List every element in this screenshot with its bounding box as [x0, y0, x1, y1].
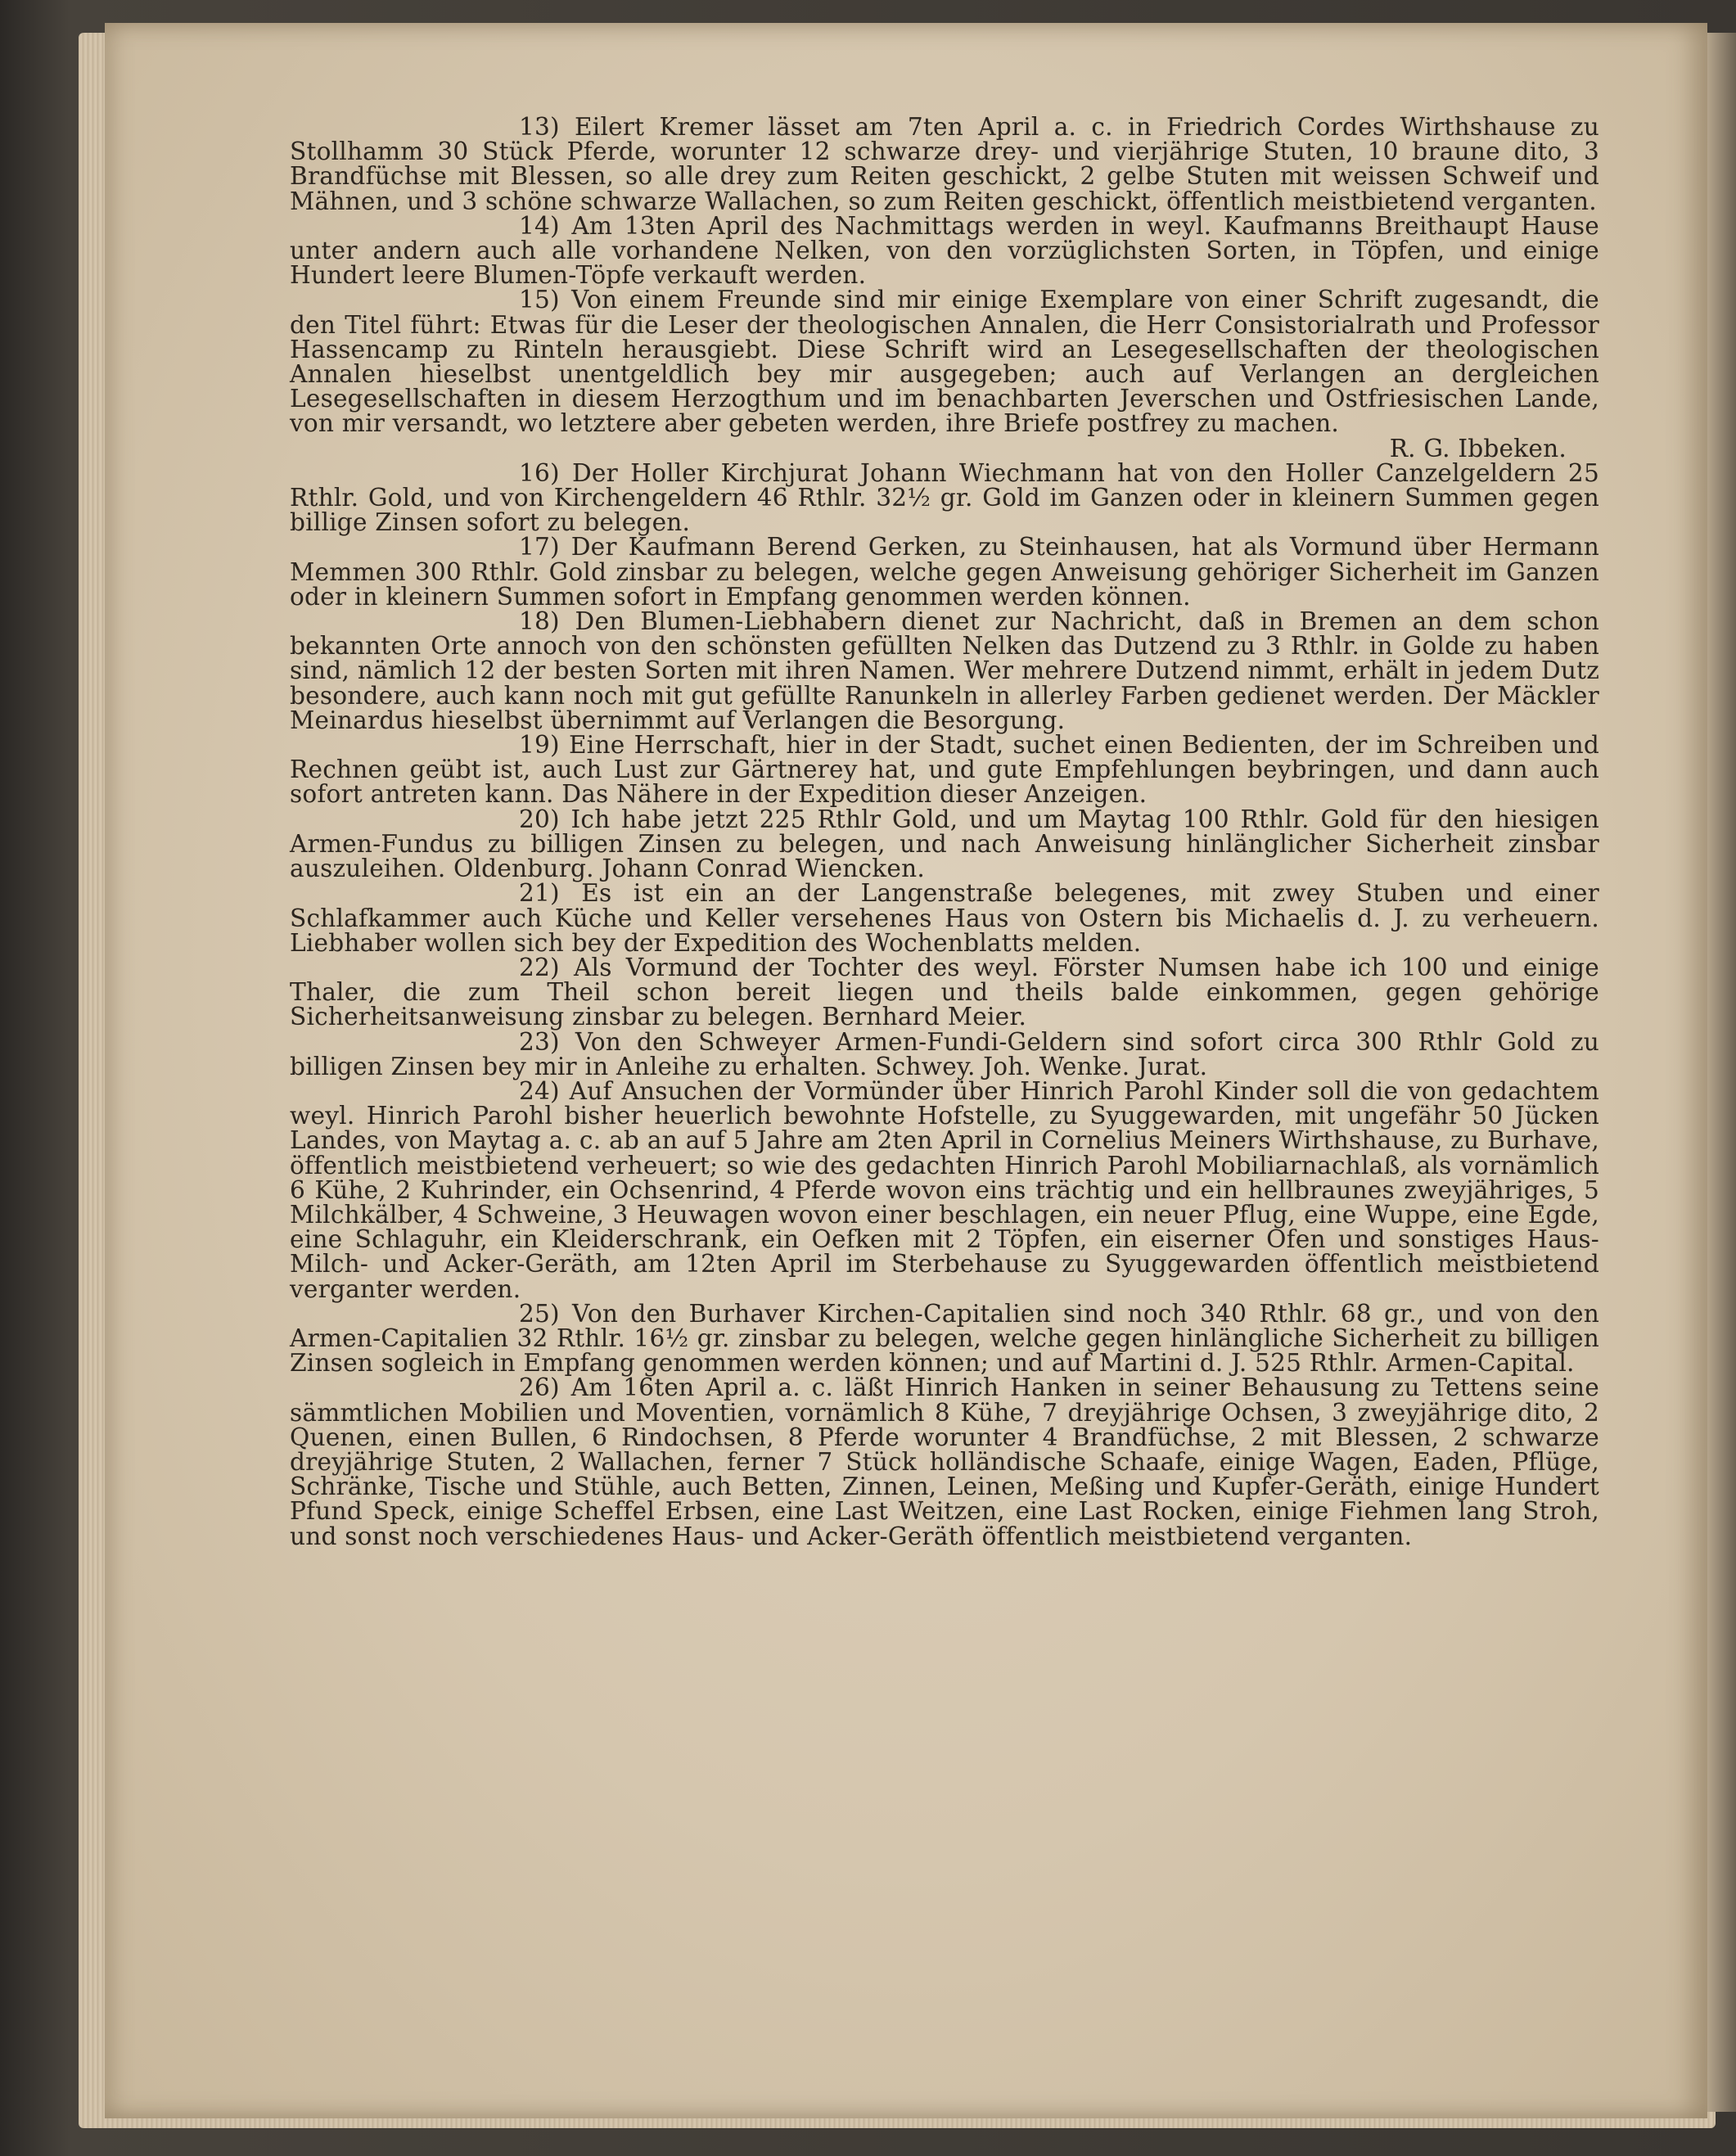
notice-23-place: Schwey.: [875, 1052, 976, 1080]
signature-15: R. G. Ibbeken.: [1389, 434, 1567, 462]
notice-15: 15) Von einem Freunde sind mir einige Exemplare von einer Schrift zugesandt, die den Titel führt: Etwas für die Leser der theologischen Annalen, die Herr Consistorialrath und Professor Hassencamp zu Rinteln herausgiebt. Diese Schrift wird an Lesegesellschaften der theologischen Annalen hieselbst unentgeldlich bey mir ausgegeben; auch auf Verlangen an dergleichen Lesegesellschaften in diesem Herzogthum und im benachbarten Jeverschen und Ostfriesischen Lande, von mir versandt, wo letztere aber gebeten werden, ihre Briefe postfrey zu machen.: [290, 286, 1599, 438]
notice-23: [290, 1027, 1599, 1080]
notice-24: 24) Auf Ansuchen der Vormünder über Hinrich Parohl Kinder soll die von gedachtem weyl. Hinrich Parohl bisher heuerlich bewohnte Hofstelle, zu Syuggewarden, mit ungefähr 50 Jücken Landes, von Maytag a. c. ab an auf 5 Jahre am 2ten April in Cornelius Meiners Wirthshause, zu Burhave, öffentlich meistbietend verheuert; so wie des gedachten Hinrich Parohl Mobiliarnachlaß, als vornämlich 6 Kühe, 2 Kuhrinder, ein Ochsenrind, 4 Pferde wovon eins trächtig und ein hellbraunes zweyjähriges, 5 Milchkälber, 4 Schweine, 3 Heuwagen wovon einer beschlagen, ein neuer Pflug, eine Wuppe, eine Egde, eine Schlaguhr, ein Kleiderschrank, ein Oefken mit 2 Töpfen, ein eiserner Ofen und sonstiges Haus- Milch- und Acker-Geräth, am 12ten April im Sterbehause zu Syuggewarden öffentlich meistbietend verganter werden.: [290, 1076, 1599, 1303]
notice-22: [290, 955, 1599, 1030]
notice-20: [290, 807, 1599, 882]
notice-13: 13) Eilert Kremer lässet am 7ten April a. c. in Friedrich Cordes Wirthshause zu Stollhamm 30 Stück Pferde, worunter 12 schwarze drey- und vierjährige Stuten, 10 braune dito, 3 Brandfüchse mit Blessen, so alle drey zum Reiten geschickt, 2 gelbe Stuten mit weissen Schweif und Mähnen, und 3 schöne schwarze Wallachen, so zum Reiten geschickt, öffentlich meistbietend verganten.: [290, 113, 1599, 215]
notice-20-text: 20) Ich habe jetzt 225 Rthlr Gold, und um Maytag 100 Rthlr. Gold für den hiesigen Armen-Fundus zu billigen Zinsen zu belegen, und nach Anweisung hinlänglicher Sicherheit zinsbar auszuleihen.: [290, 805, 1599, 883]
notice-19: 19) Eine Herrschaft, hier in der Stadt, suchet einen Bedienten, der im Schreiben und Rechnen geübt ist, auch Lust zur Gärtnerey hat, und gute Empfehlungen beybringen, und dann auch sofort antreten kann. Das Nähere in der Expedition dieser Anzeigen.: [290, 731, 1599, 809]
notice-23-text: 23) Von den Schweyer Armen-Fundi-Geldern sind sofort circa 300 Rthlr Gold zu billigen Zinsen bey mir in Anleihe zu erhalten.: [290, 1027, 1599, 1080]
notice-17: 17) Der Kaufmann Berend Gerken, zu Steinhausen, hat als Vormund über Hermann Memmen 300 Rthlr. Gold zinsbar zu belegen, welche gegen Anweisung gehöriger Sicherheit im Ganzen oder in kleinern Summen sofort in Empfang genommen werden können.: [290, 533, 1599, 611]
notice-21: 21) Es ist ein an der Langenstraße belegenes, mit zwey Stuben und einer Schlafkammer auch Küche und Keller versehenes Haus von Ostern bis Michaelis d. J. zu verheuern. Liebhaber wollen sich bey der Expedition des Wochenblatts melden.: [290, 879, 1599, 957]
notice-18: 18) Den Blumen-Liebhabern dienet zur Nachricht, daß in Bremen an dem schon bekannten Orte annoch von den schönsten gefüllten Nelken das Dutzend zu 3 Rthlr. in Golde zu haben sind, nämlich 12 der besten Sorten mit ihren Namen. Wer mehrere Dutzend nimmt, erhält in jedem Dutz besondere, auch kann noch mit gut gefüllte Ranunkeln in allerley Farben gedienet werden. Der Mäckler Meinardus hieselbst übernimmt auf Verlangen die Besorgung.: [290, 607, 1599, 734]
notice-20-place: Oldenburg.: [453, 855, 594, 883]
notice-26: 26) Am 16ten April a. c. läßt Hinrich Hanken in seiner Behausung zu Tettens seine sämmtlichen Mobilien und Moventien, vornämlich 8 Kühe, 7 dreyjährige Ochsen, 3 zweyjährige dito, 2 Quenen, einen Bullen, 6 Rindochsen, 8 Pferde worunter 4 Brandfüchse, 2 mit Blessen, 2 schwarze dreyjährige Stuten, 2 Wallachen, ferner 7 Stück holländische Schaafe, einige Wagen, Eaden, Pflüge, Schränke, Tische und Stühle, auch Betten, Zinnen, Leinen, Meßing und Kupfer-Geräth, einige Hundert Pfund Speck, einige Scheffel Erbsen, eine Last Weitzen, eine Last Rocken, einige Fiehmen lang Stroh, und sonst noch verschiedenes Haus- und Acker-Geräth öffentlich meistbietend verganten.: [290, 1373, 1599, 1550]
notice-22-signature: Bernhard Meier.: [822, 1003, 1027, 1031]
notice-20-signature: Johann Conrad Wiencken.: [602, 855, 925, 883]
notice-22-text: 22) Als Vormund der Tochter des weyl. Förster Numsen habe ich 100 und einige Thaler, die zum Theil schon bereit liegen und theils balde einkommen, gegen gehörige Sicherheitsanweisung zinsbar zu belegen.: [290, 953, 1599, 1031]
notice-14: 14) Am 13ten April des Nachmittags werden in weyl. Kaufmanns Breithaupt Hause unter andern auch alle vorhandene Nelken, von den vorzüglichsten Sorten, in Töpfen, und einige Hundert leere Blumen-Töpfe verkauft werden.: [290, 211, 1599, 290]
notice-25: 25) Von den Burhaver Kirchen-Capitalien sind noch 340 Rthlr. 68 gr., und von den Armen-Capitalien 32 Rthlr. 16½ gr. zinsbar zu belegen, welche gegen hinlängliche Sicherheit zu billigen Zinsen sogleich in Empfang genommen werden können; und auf Martini d. J. 525 Rthlr. Armen-Capital.: [290, 1299, 1599, 1378]
notice-16: 16) Der Holler Kirchjurat Johann Wiechmann hat von den Holler Canzelgeldern 25 Rthlr. Gold, und von Kirchengeldern 46 Rthlr. 32½ gr. Gold im Ganzen oder in kleinern Summen gegen billige Zinsen sofort zu belegen.: [290, 458, 1599, 537]
notice-23-signature: Joh. Wenke. Jurat.: [983, 1052, 1208, 1080]
page-text: [290, 115, 1599, 1549]
